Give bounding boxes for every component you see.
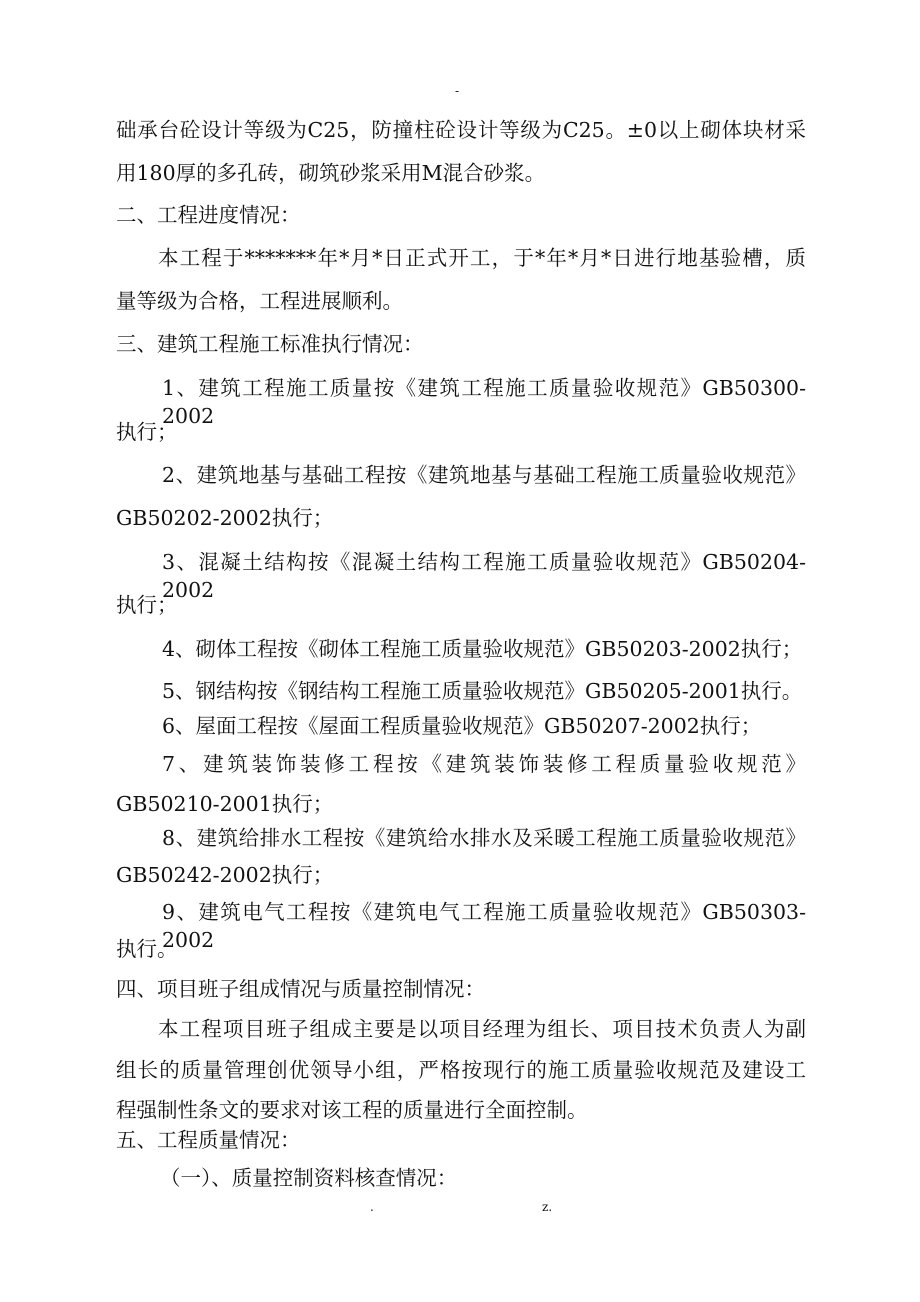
list-item-continuation: 执行； xyxy=(116,593,178,617)
list-item: 8、建筑给排水工程按《建筑给水排水及采暖工程施工质量验收规范》 xyxy=(162,826,806,850)
list-item-continuation: GB50202-2002执行； xyxy=(116,506,334,530)
paragraph-line: 本工程项目班子组成主要是以项目经理为组长、项目技术负责人为副 xyxy=(158,1017,806,1041)
paragraph-line: 组长的质量管理创优领导小组，严格按现行的施工质量验收规范及建设工 xyxy=(116,1058,806,1082)
section-heading: 五、工程质量情况： xyxy=(116,1128,301,1152)
paragraph-line: 本工程于*******年*月*日正式开工，于*年*月*日进行地基验槽，质 xyxy=(158,246,806,270)
list-item-continuation: 执行。 xyxy=(116,937,178,961)
list-item: 1、建筑工程施工质量按《建筑工程施工质量验收规范》GB50300-2002 xyxy=(162,376,806,428)
list-item: 2、建筑地基与基础工程按《建筑地基与基础工程施工质量验收规范》 xyxy=(162,463,806,487)
paragraph-line: 础承台砼设计等级为C25，防撞柱砼设计等级为C25。±0以上砌体块材采 xyxy=(116,118,806,142)
list-item-continuation: GB50242-2002执行； xyxy=(116,863,334,887)
list-item: 5、钢结构按《钢结构工程施工质量验收规范》GB50205-2001执行。 xyxy=(162,679,803,703)
section-heading: 四、项目班子组成情况与质量控制情况： xyxy=(116,977,485,1001)
list-item: 3、混凝土结构按《混凝土结构工程施工质量验收规范》GB50204-2002 xyxy=(162,550,806,602)
list-item-continuation: GB50210-2001执行； xyxy=(116,792,334,816)
list-item: 9、建筑电气工程按《建筑电气工程施工质量验收规范》GB50303-2002 xyxy=(162,900,806,952)
list-item: 7、建筑装饰装修工程按《建筑装饰装修工程质量验收规范》 xyxy=(162,752,806,776)
list-item: 4、砌体工程按《砌体工程施工质量验收规范》GB50203-2002执行； xyxy=(162,637,803,661)
section-heading: 二、工程进度情况： xyxy=(116,203,301,227)
page-header-mark: - xyxy=(455,84,460,98)
paragraph-line: 程强制性条文的要求对该工程的质量进行全面控制。 xyxy=(116,1098,588,1122)
list-item-continuation: 执行； xyxy=(116,420,178,444)
paragraph-line: 用180厚的多孔砖，砌筑砂浆采用M混合砂浆。 xyxy=(116,161,546,185)
footer-dot: . xyxy=(370,1200,374,1214)
paragraph-line: 量等级为合格，工程进展顺利。 xyxy=(116,289,403,313)
list-item: 6、屋面工程按《屋面工程质量验收规范》GB50207-2002执行； xyxy=(162,714,762,738)
section-heading: 三、建筑工程施工标准执行情况： xyxy=(116,332,424,356)
footer-z: z. xyxy=(542,1200,553,1214)
subsection-heading: （一）、质量控制资料核查情况： xyxy=(160,1166,458,1190)
